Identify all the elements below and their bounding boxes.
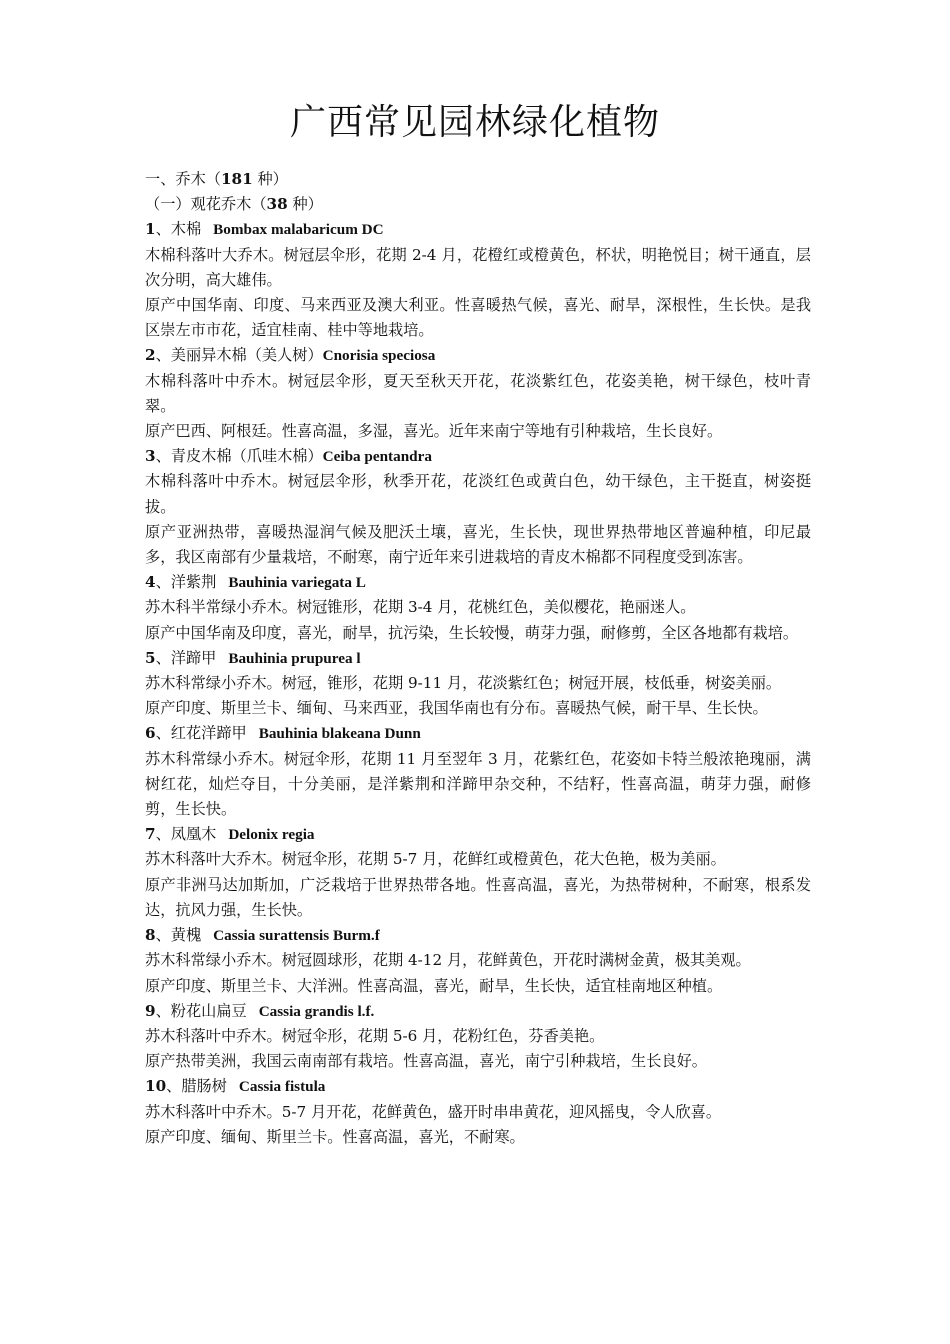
plant-number: 6 [145, 724, 156, 743]
subsection-heading-prefix: （一）观花乔木（ [145, 195, 267, 214]
plant-number: 9 [145, 1001, 156, 1020]
subsection-heading-suffix: 种） [287, 195, 323, 214]
plant-latin-name: Cassia surattensis Burm.f [213, 927, 380, 945]
document-body [145, 167, 811, 1150]
plant-common-name: 木棉 [170, 220, 202, 239]
section-heading-count: 181 [220, 170, 253, 188]
plant-latin-name: Cassia grandis l.f. [258, 1002, 375, 1020]
plant-origin: 原产非洲马达加斯加，广泛栽培于世界热带各地。性喜高温，喜光，为热带树种，不耐寒，根系发达，抗风力强，生长快。 [145, 875, 811, 919]
plant-number: 3 [145, 447, 156, 466]
plant-common-name: 凤凰木 [170, 825, 217, 844]
plant-entry [145, 646, 811, 722]
plant-description: 苏木科常绿小乔木。树冠，锥形，花期 9-11 月，花淡紫红色；树冠开展，枝低垂，树姿美丽。 [145, 674, 782, 693]
plant-origin: 原产印度、斯里兰卡、缅甸、马来西亚，我国华南也有分布。喜暖热气候，耐干旱、生长快。 [145, 699, 768, 718]
plant-entry [145, 721, 811, 822]
plant-number: 1 [145, 220, 156, 239]
plant-description: 苏木科半常绿小乔木。树冠锥形，花期 3-4 月，花桃红色，美似樱花，艳丽迷人。 [145, 598, 696, 617]
plant-heading [145, 822, 811, 847]
plant-number: 4 [145, 573, 156, 592]
plant-common-name: 洋紫荆 [170, 573, 217, 592]
plant-description: 苏木科落叶大乔木。树冠伞形，花期 5-7 月，花鲜红或橙黄色，花大色艳，极为美丽。 [145, 850, 726, 869]
plant-heading [145, 1074, 811, 1099]
plant-common-name: 粉花山扁豆 [170, 1001, 247, 1020]
section-heading-suffix: 种） [252, 170, 288, 188]
plant-heading [145, 923, 811, 948]
plant-description: 木棉科落叶中乔木。树冠层伞形，秋季开花，花淡红色或黄白色，幼干绿色，主干挺直，树姿挺拔。 [145, 472, 811, 516]
plant-description: 木棉科落叶中乔木。树冠层伞形，夏天至秋天开花，花淡紫红色，花姿美艳，树干绿色，枝叶青翠。 [145, 371, 811, 415]
plant-latin-name: Ceiba pentandra [322, 448, 432, 466]
plant-latin-name: Bauhinia prupurea l [228, 649, 361, 667]
plant-origin: 原产亚洲热带，喜暖热湿润气候及肥沃土壤，喜光，生长快，现世界热带地区普遍种植，印尼最多，我区南部有少量栽培，不耐寒，南宁近年来引进栽培的青皮木棉都不同程度受到冻害。 [145, 522, 811, 567]
plant-common-name: 美丽异木棉（美人树） [170, 346, 323, 365]
section-heading-prefix: 一、乔木（ [145, 170, 221, 188]
plant-heading [145, 721, 811, 746]
plant-description: 苏木科常绿小乔木。树冠伞形，花期 11 月至翌年 3 月，花紫红色，花姿如卡特兰般浓艳瑰丽，满树红花，灿烂夺目，十分美丽，是洋紫荆和洋蹄甲杂交种，不结籽，性喜高温，萌芽力强，耐修剪，生长快。 [145, 749, 811, 819]
plant-number: 7 [145, 825, 156, 844]
plant-common-name: 黄槐 [170, 926, 202, 945]
plant-number-separator: 、 [155, 648, 171, 667]
plant-common-name: 青皮木棉（爪哇木棉） [170, 447, 323, 466]
plant-origin: 原产热带美洲，我国云南南部有栽培。性喜高温，喜光，南宁引种栽培，生长良好。 [145, 1052, 707, 1071]
plant-heading [145, 343, 811, 368]
plant-common-name: 洋蹄甲 [170, 648, 217, 667]
plant-heading [145, 570, 811, 595]
plant-number-separator: 、 [155, 220, 171, 239]
plant-description: 苏木科常绿小乔木。树冠圆球形，花期 4-12 月，花鲜黄色，开花时满树金黄，极其美观。 [145, 951, 751, 970]
plant-number-separator: 、 [155, 724, 171, 743]
section-heading [145, 167, 811, 192]
plant-entry [145, 1074, 811, 1150]
plant-latin-name: Bombax malabaricum DC [213, 221, 384, 239]
plant-latin-name: Cnorisia speciosa [322, 347, 436, 365]
plant-heading [145, 444, 811, 469]
plant-heading [145, 999, 811, 1024]
plant-common-name: 红花洋蹄甲 [170, 724, 247, 743]
plant-origin: 原产印度、斯里兰卡、大洋洲。性喜高温，喜光，耐旱，生长快，适宜桂南地区种植。 [145, 976, 723, 995]
plant-number-separator: 、 [155, 1001, 171, 1020]
plant-number-separator: 、 [155, 825, 171, 844]
subsection-heading-count: 38 [266, 195, 288, 214]
plant-description: 苏木科落叶中乔木。5-7 月开花，花鲜黄色，盛开时串串黄花，迎风摇曳，令人欣喜。 [145, 1102, 722, 1121]
plant-heading [145, 646, 811, 671]
plant-description: 木棉科落叶大乔木。树冠层伞形，花期 2-4 月，花橙红或橙黄色，杯状，明艳悦目；树干通直，层次分明，高大雄伟。 [145, 245, 811, 289]
plant-common-name: 腊肠树 [181, 1077, 227, 1096]
plant-number-separator: 、 [166, 1077, 182, 1096]
plant-number: 8 [145, 926, 156, 945]
subsection-heading [145, 192, 811, 217]
plant-entry [145, 923, 811, 999]
plant-entry [145, 570, 811, 646]
document-title: 广西常见园林绿化植物 [289, 102, 660, 143]
plant-entry [145, 444, 811, 570]
plant-origin: 原产中国华南及印度，喜光，耐旱，抗污染，生长较慢，萌芽力强，耐修剪，全区各地都有栽培。 [145, 623, 799, 642]
plant-entry [145, 343, 811, 444]
plant-origin: 原产巴西、阿根廷。性喜高温，多湿，喜光。近年来南宁等地有引种栽培，生长良好。 [145, 422, 723, 441]
plant-number: 2 [145, 346, 156, 365]
plant-number: 5 [145, 648, 156, 667]
plant-latin-name: Delonix regia [228, 826, 315, 844]
plant-entry [145, 217, 811, 343]
plant-number-separator: 、 [155, 926, 171, 945]
plant-number-separator: 、 [155, 346, 171, 365]
plant-latin-name: Bauhinia variegata L [228, 574, 366, 592]
plant-origin: 原产中国华南、印度、马来西亚及澳大利亚。性喜暖热气候，喜光、耐旱，深根性，生长快。是我区崇左市市花，适宜桂南、桂中等地栽培。 [145, 296, 811, 340]
plant-entry [145, 999, 811, 1075]
plant-latin-name: Bauhinia blakeana Dunn [258, 725, 421, 743]
plant-entry [145, 822, 811, 923]
plant-heading [145, 217, 811, 242]
plant-origin: 原产印度、缅甸、斯里兰卡。性喜高温，喜光，不耐寒。 [145, 1127, 525, 1146]
plant-latin-name: Cassia fistula [238, 1078, 326, 1096]
plant-number-separator: 、 [155, 447, 171, 466]
plant-number: 10 [145, 1077, 167, 1096]
plant-number-separator: 、 [155, 573, 171, 592]
plant-description: 苏木科落叶中乔木。树冠伞形，花期 5-6 月，花粉红色，芬香美艳。 [145, 1026, 605, 1045]
